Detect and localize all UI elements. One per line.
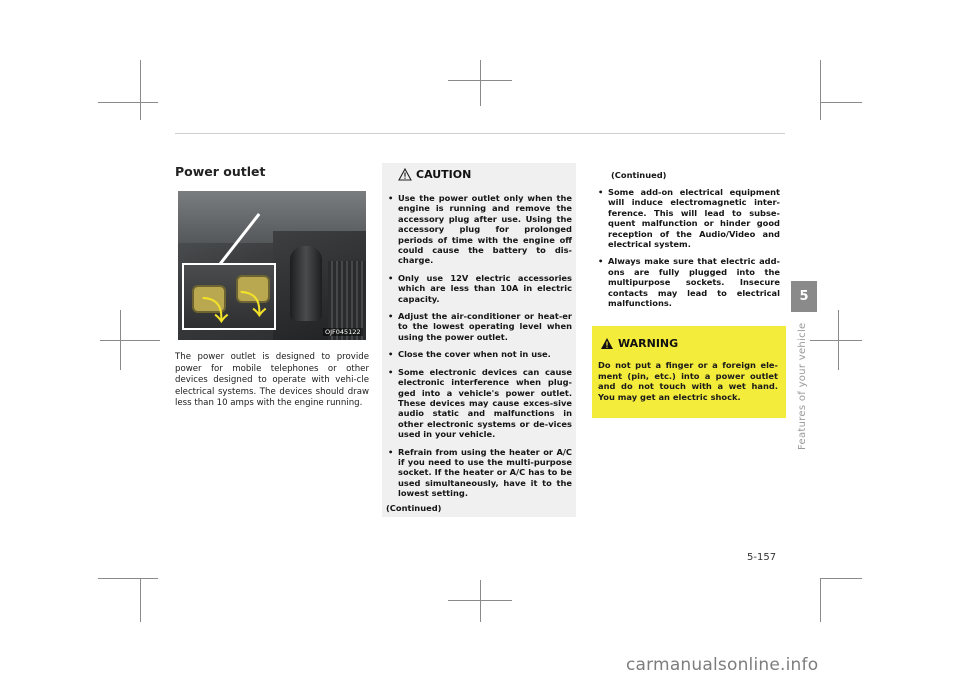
watermark: carmanualsonline.info — [626, 655, 819, 675]
photo-gear-shifter — [290, 246, 322, 321]
page-number: 5-157 — [747, 552, 777, 563]
list-item: • Adjust the air-conditioner or heat-er to the lowest operating level when using the power outlet. — [386, 311, 572, 342]
caution-heading — [398, 168, 471, 181]
caution-continued-list — [596, 187, 780, 315]
continued-label: (Continued) — [386, 503, 442, 513]
list-item: • Some electronic devices can cause electronic interference when plug-ged into a vehicle's power outlet. These devices may cause exces-sive audio static and malfunctions in other electronic systems or de-vices used in your vehicle. — [386, 367, 572, 440]
power-outlet-photo — [178, 191, 366, 340]
list-item: • Refrain from using the heater or A/C if you need to use the multi-purpose socket. If the heater or A/C has to be used simultaneously, have it to the lowest setting. — [386, 447, 572, 499]
header-rule — [175, 133, 785, 134]
caution-label: CAUTION — [416, 168, 472, 181]
section-title: Power outlet — [175, 164, 266, 179]
caution-list — [386, 193, 572, 506]
continued-header: (Continued) — [611, 170, 667, 180]
warning-heading — [600, 337, 678, 350]
list-item: • Close the cover when not in use. — [386, 349, 572, 359]
photo-code: OJF045122 — [325, 328, 361, 336]
warning-triangle-filled-icon — [600, 337, 614, 350]
arrow-down-icon: ⤵ — [202, 297, 229, 327]
body-paragraph: The power outlet is designed to provide power for mobile telephones or other devices designed to operate with vehi-cle electrical systems. The devices should draw less than 10 amps with the engine running. — [175, 352, 369, 409]
list-item: • Only use 12V electric accessories which are less than 10A in electric capacity. — [386, 273, 572, 304]
warning-triangle-outline-icon — [398, 168, 412, 181]
arrow-down-icon: ⤵ — [240, 291, 267, 321]
list-item: • Always make sure that electric add-ons are fully plugged into the multipurpose sockets. Insecure contacts may lead to electrical malfunctions. — [596, 256, 780, 308]
chapter-tab: 5 — [791, 281, 817, 312]
list-item: • Some add-on electrical equipment will induce electromagnetic inter-ference. This will lead to subse-quent malfunction or hinder good reception of the Audio/Video and electrical system. — [596, 187, 780, 249]
warning-text: Do not put a finger or a foreign ele-ment (pin, etc.) into a power outlet and do not touch with a wet hand. You may get an electric shock. — [598, 360, 778, 402]
photo-outlet-inset — [182, 263, 276, 330]
list-item: • Use the power outlet only when the engine is running and remove the accessory plug after use. Using the accessory plug for prolonged periods of time with the engine off could cause the battery to dis-charge. — [386, 193, 572, 266]
warning-label: WARNING — [618, 337, 679, 350]
chapter-title: Features of your vehicle — [797, 322, 808, 450]
